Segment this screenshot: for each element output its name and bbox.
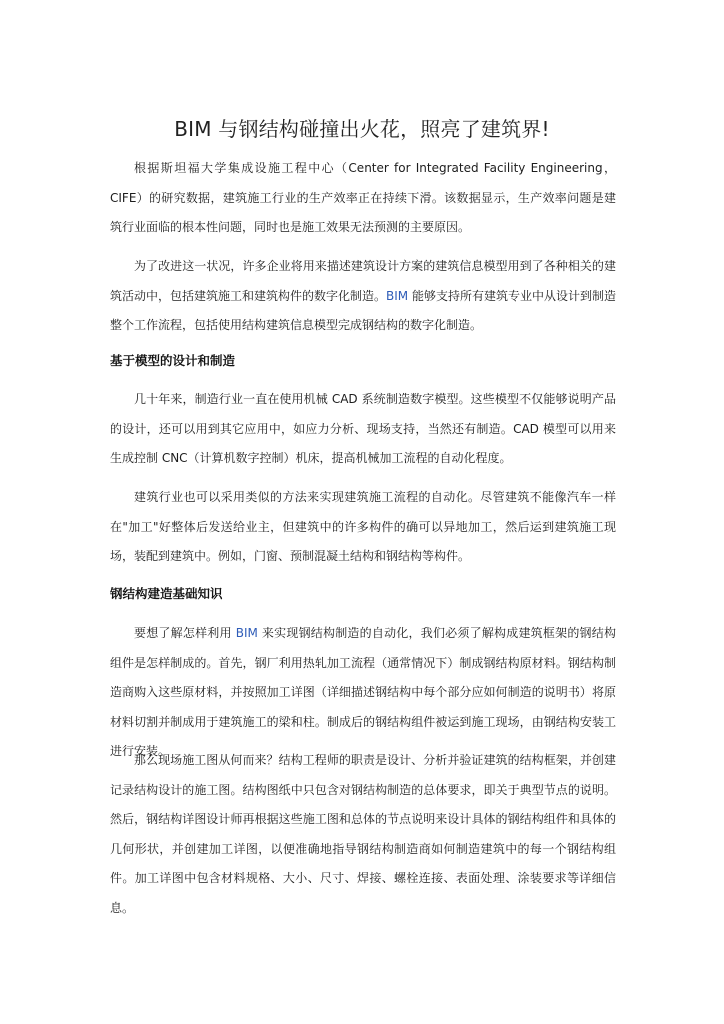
paragraph-steel-fabrication (110, 619, 616, 767)
paragraph-construction-automation: 建筑行业也可以采用类似的方法来实现建筑施工流程的自动化。尽管建筑不能像汽车一样在"加工"好整体后发送给业主，但建筑中的许多构件的确可以异地加工，然后运到建筑施工现场，装配到建筑中。例如，门窗、预制混凝土结构和钢结构等构件。 (110, 490, 616, 563)
paragraph-bim-adoption-text-1: 为了改进这一状况，许多企业将用来描述建筑设计方案的建筑信息模型用到了各种相关的建筑活动中，包括建筑施工和建筑构件的数字化制造。 (110, 259, 616, 303)
bim-term: BIM (235, 626, 258, 640)
paragraph-steel-fabrication-text-2: 来实现钢结构制造的自动化，我们必须了解构成建筑框架的钢结构组件是怎样制成的。首先，钢厂利用热轧加工流程（通常情况下）制成钢结构原材料。钢结构制造商购入这些原材料，并按照加工详图（详细描述钢结构中每个部分应如何制造的说明书）将原材料切割并制成用于建筑施工的梁和柱。制成后的钢结构组件被运到施工现场，由钢结构安装工进行安装。 (110, 626, 616, 758)
section-heading-steel-basics: 钢结构建造基础知识 (110, 586, 223, 601)
section-heading-model-based: 基于模型的设计和制造 (110, 353, 236, 368)
page-title: BIM 与钢结构碰撞出火花，照亮了建筑界! (174, 117, 550, 142)
paragraph-cad-history: 几十年来，制造行业一直在使用机械 CAD 系统制造数字模型。这些模型不仅能够说明产品的设计，还可以用到其它应用中，如应力分析、现场支持，当然还有制造。CAD 模型可以用来生成控制 CNC（计算机数字控制）机床，提高机械加工流程的自动化程度。 (110, 392, 616, 465)
paragraph-shop-drawings: 那么现场施工图从何而来？结构工程师的职责是设计、分析并验证建筑的结构框架，并创建记录结构设计的施工图。结构图纸中只包含对钢结构制造的总体要求，即关于典型节点的说明。然后，钢结构详图设计师再根据这些施工图和总体的节点说明来设计具体的钢结构组件和具体的几何形状，并创建加工详图，以便准确地指导钢结构制造商如何制造建筑中的每一个钢结构组件。加工详图中包含材料规格、大小、尺寸、焊接、螺栓连接、表面处理、涂装要求等详细信息。 (110, 753, 616, 915)
paragraph-bim-adoption-text-2: 能够支持所有建筑专业中从设计到制造整个工作流程，包括使用结构建筑信息模型完成钢结构的数字化制造。 (110, 288, 616, 332)
paragraph-intro: 根据斯坦福大学集成设施工程中心（Center for Integrated Facility Engineering，CIFE）的研究数据，建筑施工行业的生产效率正在持续下滑。该数据显示，生产效率问题是建筑行业面临的根本性问题，同时也是施工效果无法预测的主要原因。 (110, 161, 616, 234)
paragraph-steel-fabrication-text-1: 要想了解怎样利用 (134, 626, 236, 640)
paragraph-bim-adoption (110, 252, 616, 341)
bim-term: BIM (386, 288, 409, 303)
